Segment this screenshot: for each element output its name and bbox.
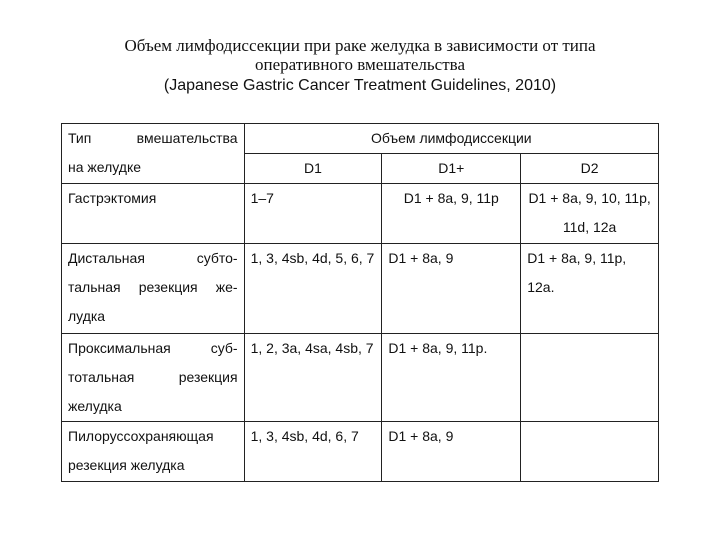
cell-d1: 1, 2, 3a, 4sa, 4sb, 7 xyxy=(244,334,382,422)
header-type-word2: вмешательства xyxy=(136,130,238,146)
header-d1: D1 xyxy=(244,154,382,184)
cell-type: Проксимальная суб-тотальная резекция желудка xyxy=(62,334,245,422)
header-intervention-type xyxy=(62,124,245,184)
cell-d1plus: D1 + 8a, 9 xyxy=(382,244,521,334)
cell-d1plus: D1 + 8a, 9 xyxy=(382,422,521,482)
cell-d1plus: D1 + 8a, 9, 11p xyxy=(382,184,521,244)
cell-d1plus: D1 + 8a, 9, 11p. xyxy=(382,334,521,422)
cell-d2: D1 + 8a, 9, 10, 11p, 11d, 12a xyxy=(521,184,659,244)
cell-type: Гастрэктомия xyxy=(62,184,245,244)
cell-d1: 1, 3, 4sb, 4d, 5, 6, 7 xyxy=(244,244,382,334)
title-line-1: Объем лимфодиссекции при раке желудка в зависимости от типа xyxy=(124,36,596,55)
cell-d2: D1 + 8a, 9, 11p, 12a. xyxy=(521,244,659,334)
table-header-row xyxy=(62,124,659,154)
cell-d2 xyxy=(521,334,659,422)
cell-d1: 1, 3, 4sb, 4d, 6, 7 xyxy=(244,422,382,482)
title-source: (Japanese Gastric Cancer Treatment Guidelines, 2010) xyxy=(163,77,557,94)
table-row xyxy=(62,422,659,482)
header-type-line2: на желудке xyxy=(68,159,142,175)
cell-d2 xyxy=(521,422,659,482)
title-line-2: оперативного вмешательства xyxy=(255,55,465,74)
table-row xyxy=(62,184,659,244)
cell-type: Пилоруссохраняющая резекция желудка xyxy=(62,422,245,482)
lymphadenectomy-table xyxy=(61,123,659,482)
header-type-word1: Тип xyxy=(68,130,92,146)
table-row xyxy=(62,244,659,334)
cell-d1: 1–7 xyxy=(244,184,382,244)
header-d1plus: D1+ xyxy=(382,154,521,184)
table-row xyxy=(62,334,659,422)
cell-type: Дистальная субто-тальная резекция же-лудка xyxy=(62,244,245,334)
header-volume: Объем лимфодиссекции xyxy=(244,124,658,154)
header-d2: D2 xyxy=(521,154,659,184)
